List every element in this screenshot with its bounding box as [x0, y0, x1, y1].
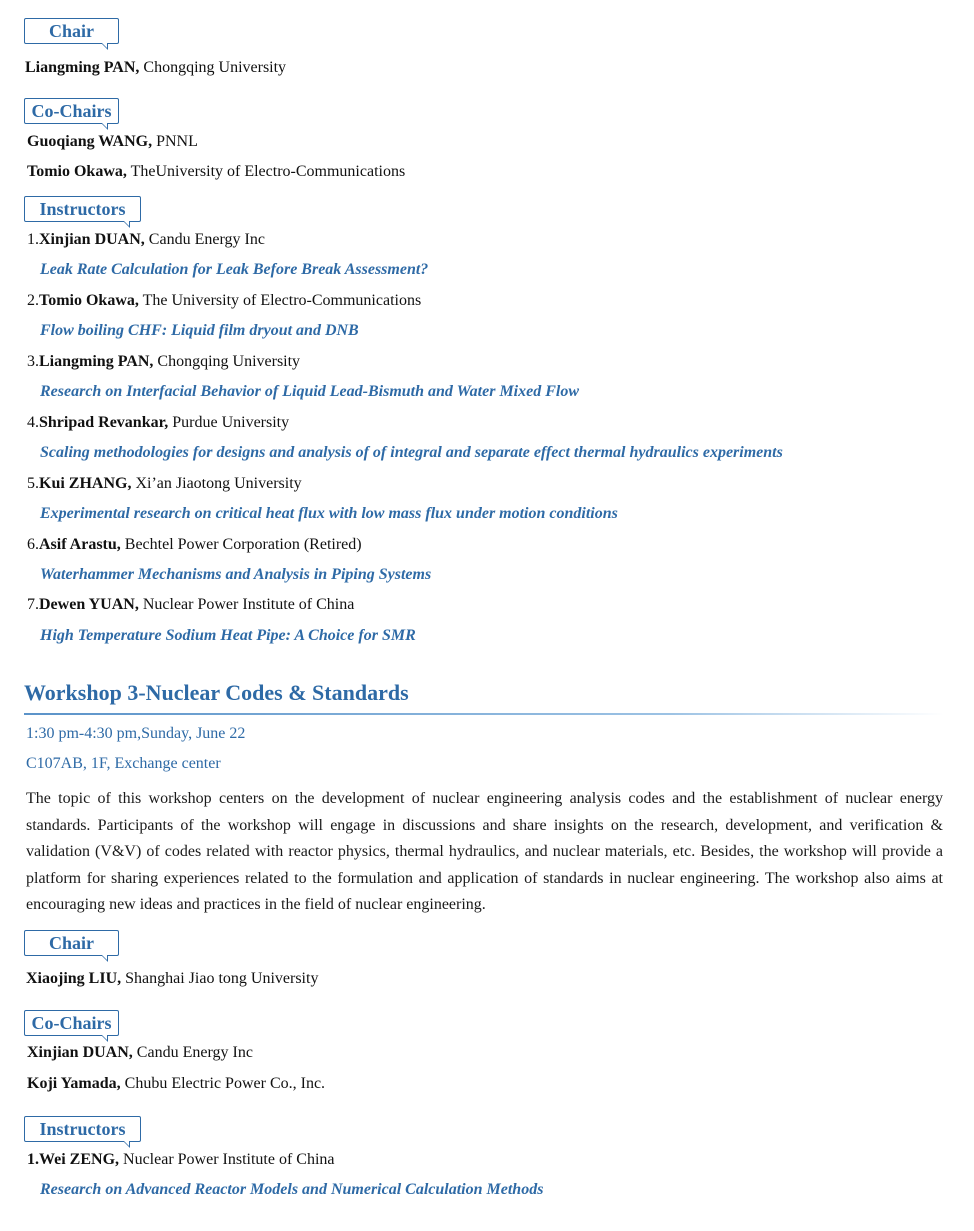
cochair-entry: [27, 132, 198, 152]
chair-affiliation: Shanghai Jiao tong University: [121, 970, 319, 987]
instructor-talk-title: Research on Advanced Reactor Models and Numerical Calculation Methods: [40, 1181, 544, 1198]
instructor-affiliation: Purdue University: [168, 414, 290, 431]
instructor-affiliation: Chongqing University: [153, 353, 301, 370]
cochair-name: Koji Yamada,: [27, 1075, 121, 1092]
workshop-location: C107AB, 1F, Exchange center: [26, 755, 221, 772]
instructor-affiliation: Nuclear Power Institute of China: [119, 1151, 335, 1168]
instructor-number: 2.: [27, 292, 39, 309]
instructor-number: 3.: [27, 353, 39, 370]
instructor-number: 1.: [27, 231, 39, 248]
workshop-description: The topic of this workshop centers on the development of nuclear engineering analysis codes and the establishment of nuclear energy standards. Participants of the workshop will engage in discussions and share insights on the research, development, and verification & validation (V&V) of codes related with reactor physics, thermal hydraulics, and nuclear materials, etc. Besides, the workshop will provide a platform for sharing experiences related to the formulation and application of standards in nuclear engineering. The workshop also aims at encouraging new ideas and practices in the field of nuclear engineering.: [26, 790, 943, 914]
instructor-name: Asif Arastu,: [39, 536, 121, 553]
instructor-entry: [27, 1150, 335, 1170]
cochair-name: Guoqiang WANG,: [27, 133, 153, 150]
instructor-entry: [27, 595, 354, 615]
title-divider: [24, 713, 944, 715]
chair-entry: [25, 58, 286, 78]
instructor-talk-title: Experimental research on critical heat flux with low mass flux under motion conditions: [40, 505, 618, 522]
chair-affiliation: Chongqing University: [139, 59, 287, 76]
instructor-name: Tomio Okawa,: [39, 292, 139, 309]
instructor-entry: [27, 230, 265, 250]
workshop-time: 1:30 pm-4:30 pm,Sunday, June 22: [26, 725, 246, 742]
cochair-name: Tomio Okawa,: [27, 163, 127, 180]
instructor-number: 5.: [27, 475, 39, 492]
workshop-title: Workshop 3-Nuclear Codes & Standards: [24, 680, 409, 705]
instructor-number: 1.: [27, 1151, 39, 1168]
chair-name: Xiaojing LIU,: [26, 970, 122, 987]
instructor-affiliation: Nuclear Power Institute of China: [138, 596, 355, 613]
cochair-affiliation: Chubu Electric Power Co., Inc.: [120, 1075, 326, 1092]
instructor-name: Shripad Revankar,: [39, 414, 169, 431]
instructor-affiliation: Bechtel Power Corporation (Retired): [120, 536, 362, 553]
instructor-number: 4.: [27, 414, 39, 431]
chair-tag: Chair: [24, 930, 119, 956]
cochair-entry: [27, 162, 405, 182]
instructor-talk-title: High Temperature Sodium Heat Pipe: A Choice for SMR: [40, 627, 416, 644]
cochair-affiliation: PNNL: [152, 133, 198, 150]
instructors-tag: Instructors: [24, 1116, 141, 1142]
cochairs-tag: Co-Chairs: [24, 98, 119, 124]
instructor-affiliation: Xi’an Jiaotong University: [131, 475, 302, 492]
instructor-entry: [27, 352, 300, 372]
instructor-number: 6.: [27, 536, 39, 553]
instructor-name: Dewen YUAN,: [39, 596, 139, 613]
cochair-affiliation: Candu Energy Inc: [132, 1044, 253, 1061]
instructor-talk-title: Waterhammer Mechanisms and Analysis in Piping Systems: [40, 566, 432, 583]
instructor-affiliation: Candu Energy Inc: [144, 231, 265, 248]
instructor-name: Wei ZENG,: [39, 1151, 120, 1168]
instructor-affiliation: The University of Electro-Communications: [138, 292, 422, 309]
instructor-talk-title: Scaling methodologies for designs and analysis of of integral and separate effect thermal hydraulics experiments: [40, 444, 783, 461]
instructor-entry: [27, 413, 289, 433]
cochair-entry: [27, 1043, 253, 1063]
instructor-talk-title: Leak Rate Calculation for Leak Before Break Assessment?: [40, 261, 429, 278]
chair-name: Liangming PAN,: [25, 59, 140, 76]
chair-tag: Chair: [24, 18, 119, 44]
instructor-name: Kui ZHANG,: [39, 475, 132, 492]
instructor-number: 7.: [27, 596, 39, 613]
instructors-tag: Instructors: [24, 196, 141, 222]
instructor-talk-title: Flow boiling CHF: Liquid film dryout and DNB: [40, 322, 359, 339]
instructor-name: Liangming PAN,: [39, 353, 154, 370]
cochair-name: Xinjian DUAN,: [27, 1044, 133, 1061]
cochair-affiliation: TheUniversity of Electro-Communications: [126, 163, 406, 180]
instructor-talk-title: Research on Interfacial Behavior of Liquid Lead-Bismuth and Water Mixed Flow: [40, 383, 579, 400]
instructor-entry: [27, 535, 362, 555]
instructor-entry: [27, 474, 302, 494]
instructor-name: Xinjian DUAN,: [39, 231, 145, 248]
cochairs-tag: Co-Chairs: [24, 1010, 119, 1036]
instructor-entry: [27, 291, 421, 311]
cochair-entry: [27, 1074, 325, 1094]
chair-entry: [26, 969, 318, 989]
